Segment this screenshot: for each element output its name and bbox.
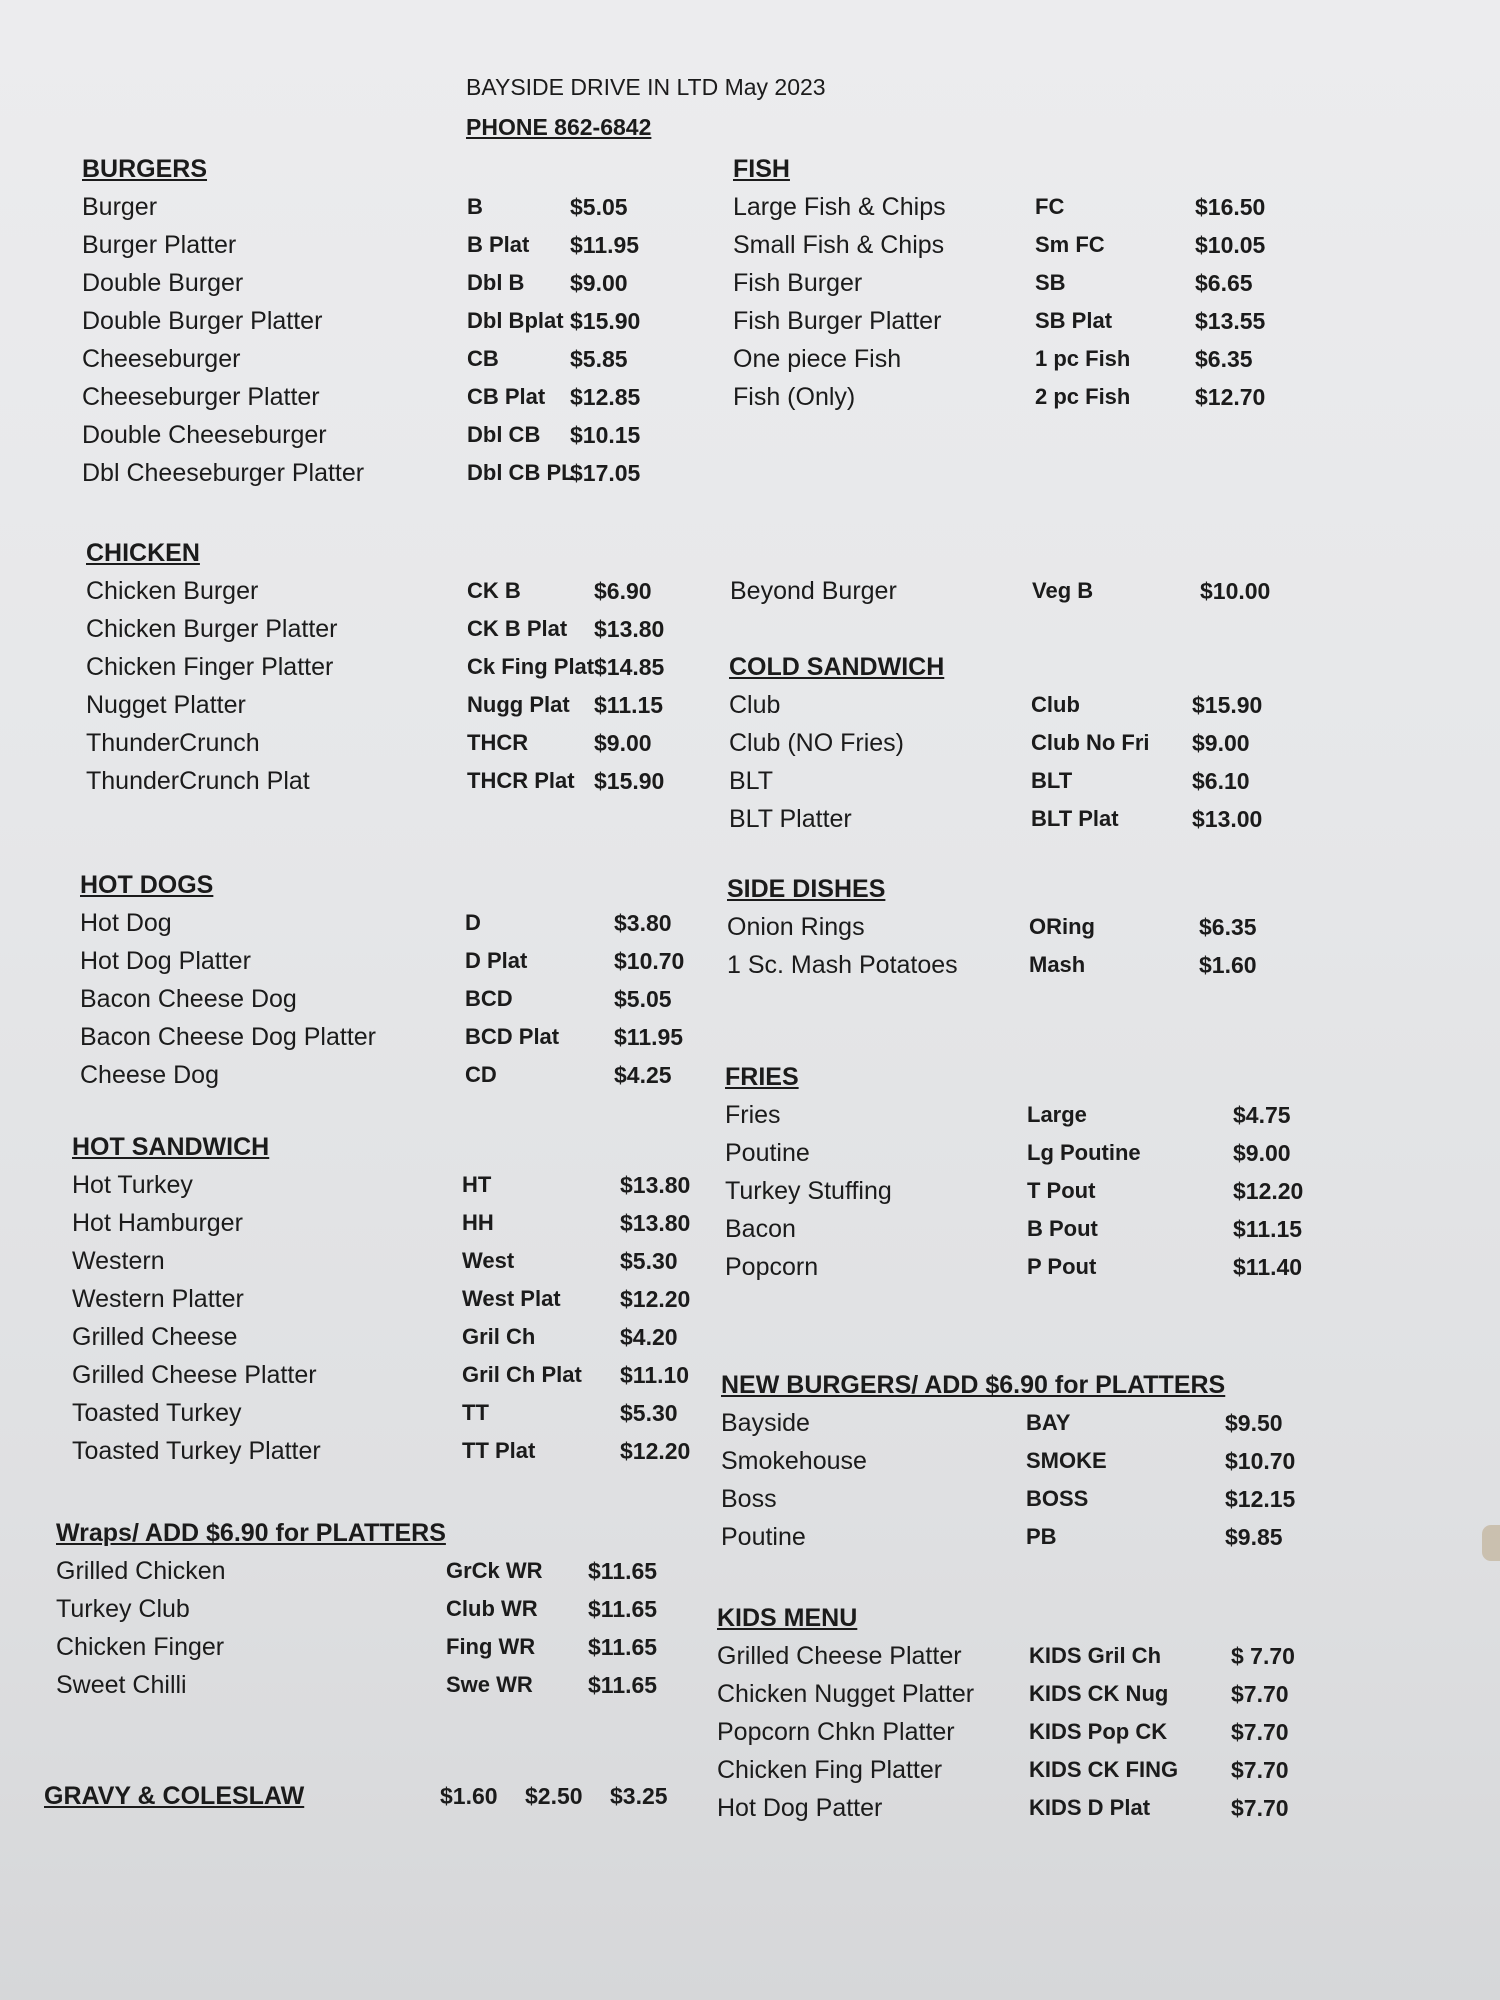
menu-item bbox=[725, 1210, 1303, 1248]
item-code: BLT Plat bbox=[1031, 806, 1119, 831]
item-name: Sweet Chilli bbox=[56, 1671, 187, 1699]
item-price: $9.85 bbox=[1225, 1524, 1283, 1550]
item-code: Gril Ch bbox=[462, 1324, 536, 1349]
menu-item bbox=[72, 1204, 691, 1242]
item-code: FC bbox=[1035, 194, 1065, 219]
menu-item bbox=[86, 762, 665, 800]
menu-item bbox=[721, 1404, 1283, 1442]
item-name: Grilled Chicken bbox=[56, 1557, 226, 1585]
menu-item bbox=[82, 454, 641, 492]
item-price: $11.65 bbox=[588, 1672, 658, 1698]
item-name: Double Burger bbox=[82, 269, 244, 297]
item-name: One piece Fish bbox=[733, 345, 902, 373]
menu-item bbox=[733, 188, 1266, 226]
section-title: HOT SANDWICH bbox=[72, 1133, 270, 1161]
item-name: Cheese Dog bbox=[80, 1061, 219, 1089]
item-name: Grilled Cheese Platter bbox=[72, 1361, 317, 1389]
item-price: $5.85 bbox=[570, 346, 628, 372]
item-price: $11.15 bbox=[594, 692, 664, 718]
item-name: Club (NO Fries) bbox=[729, 729, 905, 757]
item-price: $15.90 bbox=[1192, 692, 1263, 718]
item-name: Bayside bbox=[721, 1409, 810, 1437]
item-name: Poutine bbox=[725, 1139, 810, 1167]
menu-item bbox=[721, 1442, 1296, 1480]
menu-item bbox=[717, 1713, 1289, 1751]
menu-item bbox=[729, 724, 1250, 762]
item-name: Turkey Club bbox=[56, 1595, 190, 1623]
menu-title: BAYSIDE DRIVE IN LTD May 2023 bbox=[466, 74, 826, 100]
menu-item bbox=[82, 188, 628, 226]
section-fries bbox=[725, 1058, 1304, 1286]
item-price: $17.05 bbox=[570, 460, 641, 486]
item-code: 2 pc Fish bbox=[1035, 384, 1131, 409]
item-price: $10.00 bbox=[1200, 578, 1271, 604]
item-price: $4.25 bbox=[614, 1062, 672, 1088]
item-price: $13.80 bbox=[620, 1172, 691, 1198]
item-code: Lg Poutine bbox=[1027, 1140, 1141, 1165]
menu-item bbox=[717, 1637, 1295, 1675]
item-code: GrCk WR bbox=[446, 1558, 543, 1583]
item-code: SB bbox=[1035, 270, 1066, 295]
item-code: West bbox=[462, 1248, 515, 1273]
section-title: CHICKEN bbox=[86, 539, 200, 567]
section-title: Wraps/ ADD $6.90 for PLATTERS bbox=[56, 1519, 446, 1547]
item-name: Club bbox=[729, 691, 781, 719]
menu-item bbox=[82, 226, 640, 264]
item-code: Dbl B bbox=[467, 270, 525, 295]
item-name: Fries bbox=[725, 1101, 781, 1129]
item-name: Chicken Burger bbox=[86, 577, 259, 605]
gravy-price: $2.50 bbox=[525, 1783, 583, 1809]
item-code: B Pout bbox=[1027, 1216, 1098, 1241]
item-name: Bacon Cheese Dog bbox=[80, 985, 297, 1013]
section-chicken bbox=[86, 534, 665, 800]
item-code: KIDS CK FING bbox=[1029, 1757, 1179, 1782]
item-price: $9.00 bbox=[1192, 730, 1250, 756]
item-price: $12.20 bbox=[1233, 1178, 1304, 1204]
menu-item bbox=[72, 1318, 678, 1356]
item-price: $10.05 bbox=[1195, 232, 1266, 258]
item-price: $11.95 bbox=[614, 1024, 684, 1050]
item-name: Burger Platter bbox=[82, 231, 237, 259]
item-price: $12.85 bbox=[570, 384, 641, 410]
item-name: Poutine bbox=[721, 1523, 806, 1551]
item-code: Mash bbox=[1029, 952, 1086, 977]
item-price: $12.15 bbox=[1225, 1486, 1296, 1512]
item-code: Ck Fing Plat bbox=[467, 654, 595, 679]
item-code: CK B Plat bbox=[467, 616, 568, 641]
item-price: $1.60 bbox=[1199, 952, 1257, 978]
section-title: FRIES bbox=[725, 1063, 799, 1091]
item-name: Popcorn bbox=[725, 1253, 819, 1281]
menu-item bbox=[72, 1356, 690, 1394]
item-name: Toasted Turkey bbox=[72, 1399, 242, 1427]
item-code: D Plat bbox=[465, 948, 528, 973]
section-title: HOT DOGS bbox=[80, 871, 214, 899]
menu-item bbox=[725, 1134, 1291, 1172]
menu-item bbox=[86, 610, 665, 648]
item-name: Chicken Finger Platter bbox=[86, 653, 334, 681]
item-price: $11.10 bbox=[620, 1362, 690, 1388]
menu-item bbox=[733, 302, 1266, 340]
section-side-dishes bbox=[727, 870, 1257, 984]
item-price: $10.15 bbox=[570, 422, 641, 448]
item-name: Popcorn Chkn Platter bbox=[717, 1718, 955, 1746]
item-price: $7.70 bbox=[1231, 1719, 1289, 1745]
menu-item bbox=[733, 226, 1266, 264]
item-code: Nugg Plat bbox=[467, 692, 570, 717]
item-code: Gril Ch Plat bbox=[462, 1362, 582, 1387]
section-title: BURGERS bbox=[82, 155, 208, 183]
item-code: BLT bbox=[1031, 768, 1073, 793]
item-code: Fing WR bbox=[446, 1634, 536, 1659]
item-name: ThunderCrunch Plat bbox=[86, 767, 310, 795]
item-name: Grilled Cheese bbox=[72, 1323, 238, 1351]
item-price: $7.70 bbox=[1231, 1757, 1289, 1783]
section-title: KIDS MENU bbox=[717, 1604, 858, 1632]
item-price: $10.70 bbox=[614, 948, 685, 974]
item-code: TT bbox=[462, 1400, 489, 1425]
menu-item bbox=[729, 686, 1263, 724]
item-price: $13.00 bbox=[1192, 806, 1263, 832]
item-name: Grilled Cheese Platter bbox=[717, 1642, 962, 1670]
item-code: Club WR bbox=[446, 1596, 538, 1621]
section-gravy-coleslaw bbox=[44, 1774, 684, 1818]
item-name: Hot Dog Patter bbox=[717, 1794, 883, 1822]
item-price: $4.75 bbox=[1233, 1102, 1291, 1128]
section-title: GRAVY & COLESLAW bbox=[44, 1782, 305, 1810]
gravy-price: $3.25 bbox=[610, 1783, 668, 1809]
menu-item bbox=[56, 1552, 658, 1590]
gravy-price: $1.60 bbox=[440, 1783, 498, 1809]
item-name: Smokehouse bbox=[721, 1447, 867, 1475]
item-name: Chicken Finger bbox=[56, 1633, 225, 1661]
item-name: Burger bbox=[82, 193, 158, 221]
menu-item bbox=[721, 1480, 1296, 1518]
phone-number: PHONE 862-6842 bbox=[466, 114, 652, 140]
item-name: Fish Burger bbox=[733, 269, 863, 297]
item-price: $9.00 bbox=[570, 270, 628, 296]
item-price: $5.05 bbox=[570, 194, 628, 220]
menu-item bbox=[56, 1666, 658, 1704]
item-price: $6.10 bbox=[1192, 768, 1250, 794]
menu-item bbox=[717, 1675, 1289, 1713]
item-code: KIDS CK Nug bbox=[1029, 1681, 1169, 1706]
item-name: Chicken Nugget Platter bbox=[717, 1680, 975, 1708]
item-price: $7.70 bbox=[1231, 1795, 1289, 1821]
item-code: KIDS Gril Ch bbox=[1029, 1643, 1162, 1668]
menu-item bbox=[82, 264, 628, 302]
menu-item bbox=[717, 1751, 1289, 1789]
menu-item bbox=[80, 980, 672, 1018]
item-code: B Plat bbox=[467, 232, 530, 257]
section-title: NEW BURGERS/ ADD $6.90 for PLATTERS bbox=[721, 1371, 1226, 1399]
item-name: ThunderCrunch bbox=[86, 729, 260, 757]
item-code: HT bbox=[462, 1172, 492, 1197]
item-name: BLT bbox=[729, 767, 773, 795]
item-code: PB bbox=[1026, 1524, 1057, 1549]
item-code: SMOKE bbox=[1026, 1448, 1107, 1473]
section-title: FISH bbox=[733, 155, 790, 183]
item-name: Nugget Platter bbox=[86, 691, 246, 719]
menu-item bbox=[727, 946, 1257, 984]
item-name: Western bbox=[72, 1247, 165, 1275]
item-name: Hot Hamburger bbox=[72, 1209, 243, 1237]
menu-item bbox=[72, 1432, 691, 1470]
item-price: $5.05 bbox=[614, 986, 672, 1012]
menu-item bbox=[56, 1590, 658, 1628]
item-code: SB Plat bbox=[1035, 308, 1113, 333]
item-name: Western Platter bbox=[72, 1285, 244, 1313]
item-name: BLT Platter bbox=[729, 805, 852, 833]
item-code: THCR bbox=[467, 730, 529, 755]
item-code: Dbl Bplat bbox=[467, 308, 564, 333]
item-price: $16.50 bbox=[1195, 194, 1266, 220]
item-price: $13.80 bbox=[594, 616, 665, 642]
item-code: KIDS Pop CK bbox=[1029, 1719, 1168, 1744]
menu-item bbox=[72, 1166, 691, 1204]
menu-item bbox=[86, 686, 664, 724]
item-code: Large bbox=[1027, 1102, 1087, 1127]
item-name: Beyond Burger bbox=[730, 577, 897, 605]
item-price: $6.35 bbox=[1199, 914, 1257, 940]
item-price: $11.65 bbox=[588, 1596, 658, 1622]
menu-item bbox=[86, 648, 665, 686]
item-price: $13.55 bbox=[1195, 308, 1266, 334]
item-code: D bbox=[465, 910, 481, 935]
paper-stain bbox=[1482, 1525, 1500, 1561]
menu-item bbox=[72, 1280, 691, 1318]
item-price: $14.85 bbox=[594, 654, 665, 680]
menu-item bbox=[82, 416, 641, 454]
item-code: HH bbox=[462, 1210, 494, 1235]
item-name: Small Fish & Chips bbox=[733, 231, 945, 259]
item-code: BCD bbox=[465, 986, 513, 1011]
menu-item bbox=[721, 1518, 1283, 1556]
item-code: Sm FC bbox=[1035, 232, 1105, 257]
item-price: $5.30 bbox=[620, 1248, 678, 1274]
item-name: Toasted Turkey Platter bbox=[72, 1437, 321, 1465]
item-code: Dbl CB PL bbox=[467, 460, 575, 485]
item-price: $15.90 bbox=[594, 768, 665, 794]
item-price: $4.20 bbox=[620, 1324, 678, 1350]
item-price: $6.90 bbox=[594, 578, 652, 604]
item-code: ORing bbox=[1029, 914, 1095, 939]
item-name: 1 Sc. Mash Potatoes bbox=[727, 951, 958, 979]
item-code: KIDS D Plat bbox=[1029, 1795, 1151, 1820]
item-price: $6.35 bbox=[1195, 346, 1253, 372]
item-price: $11.15 bbox=[1233, 1216, 1303, 1242]
item-code: BOSS bbox=[1026, 1486, 1089, 1511]
item-price: $7.70 bbox=[1231, 1681, 1289, 1707]
section-hot-dogs bbox=[80, 866, 685, 1094]
section-fish bbox=[733, 150, 1266, 416]
item-price: $9.00 bbox=[594, 730, 652, 756]
item-name: Chicken Fing Platter bbox=[717, 1756, 943, 1784]
menu-item bbox=[82, 302, 641, 340]
item-code: BAY bbox=[1026, 1410, 1071, 1435]
item-code: Club bbox=[1031, 692, 1080, 717]
item-code: 1 pc Fish bbox=[1035, 346, 1131, 371]
menu-item bbox=[82, 378, 641, 416]
item-name: Bacon bbox=[725, 1215, 796, 1243]
item-code: Dbl CB bbox=[467, 422, 541, 447]
menu-item bbox=[733, 264, 1253, 302]
menu-item bbox=[80, 1056, 672, 1094]
menu-item bbox=[729, 800, 1263, 838]
item-name: Hot Dog bbox=[80, 909, 172, 937]
item-code: CB Plat bbox=[467, 384, 546, 409]
section-title: SIDE DISHES bbox=[727, 875, 886, 903]
item-price: $12.20 bbox=[620, 1286, 691, 1312]
section-new-burgers bbox=[721, 1366, 1296, 1556]
section-hot-sandwich bbox=[72, 1128, 691, 1470]
item-name: Cheeseburger bbox=[82, 345, 241, 373]
section-wraps bbox=[56, 1514, 658, 1704]
item-price: $5.30 bbox=[620, 1400, 678, 1426]
item-name: Hot Turkey bbox=[72, 1171, 193, 1199]
menu-item bbox=[82, 340, 628, 378]
item-code: P Pout bbox=[1027, 1254, 1097, 1279]
item-name: Onion Rings bbox=[727, 913, 865, 941]
menu-item bbox=[725, 1096, 1291, 1134]
menu-item bbox=[56, 1628, 658, 1666]
item-name: Hot Dog Platter bbox=[80, 947, 251, 975]
item-name: Boss bbox=[721, 1485, 777, 1513]
menu-item bbox=[725, 1172, 1304, 1210]
item-price: $6.65 bbox=[1195, 270, 1253, 296]
menu-item bbox=[725, 1248, 1303, 1286]
item-name: Dbl Cheeseburger Platter bbox=[82, 459, 365, 487]
menu-item bbox=[733, 378, 1266, 416]
section-kids-menu bbox=[717, 1599, 1295, 1827]
item-name: Double Burger Platter bbox=[82, 307, 323, 335]
menu-item bbox=[717, 1789, 1289, 1827]
section-cold-sandwich bbox=[729, 648, 1263, 838]
item-code: CB bbox=[467, 346, 499, 371]
item-code: Swe WR bbox=[446, 1672, 533, 1697]
item-code: CK B bbox=[467, 578, 521, 603]
item-code: CD bbox=[465, 1062, 497, 1087]
item-code: THCR Plat bbox=[467, 768, 575, 793]
item-price: $9.50 bbox=[1225, 1410, 1283, 1436]
item-code: Club No Fri bbox=[1031, 730, 1150, 755]
item-name: Turkey Stuffing bbox=[725, 1177, 892, 1205]
item-code: TT Plat bbox=[462, 1438, 536, 1463]
item-name: Bacon Cheese Dog Platter bbox=[80, 1023, 377, 1051]
item-price: $11.40 bbox=[1233, 1254, 1303, 1280]
menu-item bbox=[729, 762, 1250, 800]
menu-item bbox=[86, 724, 652, 762]
item-name: Cheeseburger Platter bbox=[82, 383, 320, 411]
item-code: T Pout bbox=[1027, 1178, 1096, 1203]
item-price: $11.65 bbox=[588, 1558, 658, 1584]
menu-item bbox=[80, 942, 685, 980]
section-burgers bbox=[82, 150, 641, 492]
item-price: $15.90 bbox=[570, 308, 641, 334]
item-price: $12.20 bbox=[620, 1438, 691, 1464]
item-price: $10.70 bbox=[1225, 1448, 1296, 1474]
item-price: $13.80 bbox=[620, 1210, 691, 1236]
item-price: $11.95 bbox=[570, 232, 640, 258]
menu-item bbox=[733, 340, 1253, 378]
item-code: B bbox=[467, 194, 483, 219]
item-code: BCD Plat bbox=[465, 1024, 560, 1049]
item-code: West Plat bbox=[462, 1286, 561, 1311]
item-name: Fish Burger Platter bbox=[733, 307, 942, 335]
menu-item bbox=[72, 1394, 678, 1432]
menu-item bbox=[72, 1242, 678, 1280]
section-title: COLD SANDWICH bbox=[729, 653, 945, 681]
item-code: Veg B bbox=[1032, 578, 1094, 603]
item-name: Double Cheeseburger bbox=[82, 421, 327, 449]
item-price: $11.65 bbox=[588, 1634, 658, 1660]
item-price: $12.70 bbox=[1195, 384, 1266, 410]
item-price: $9.00 bbox=[1233, 1140, 1291, 1166]
menu-item bbox=[86, 572, 652, 610]
item-name: Chicken Burger Platter bbox=[86, 615, 338, 643]
item-name: Large Fish & Chips bbox=[733, 193, 946, 221]
item-price: $ 7.70 bbox=[1231, 1643, 1295, 1669]
menu-item bbox=[80, 1018, 684, 1056]
menu-item bbox=[80, 904, 672, 942]
menu-item bbox=[727, 908, 1257, 946]
item-name: Fish (Only) bbox=[733, 383, 856, 411]
item-price: $3.80 bbox=[614, 910, 672, 936]
